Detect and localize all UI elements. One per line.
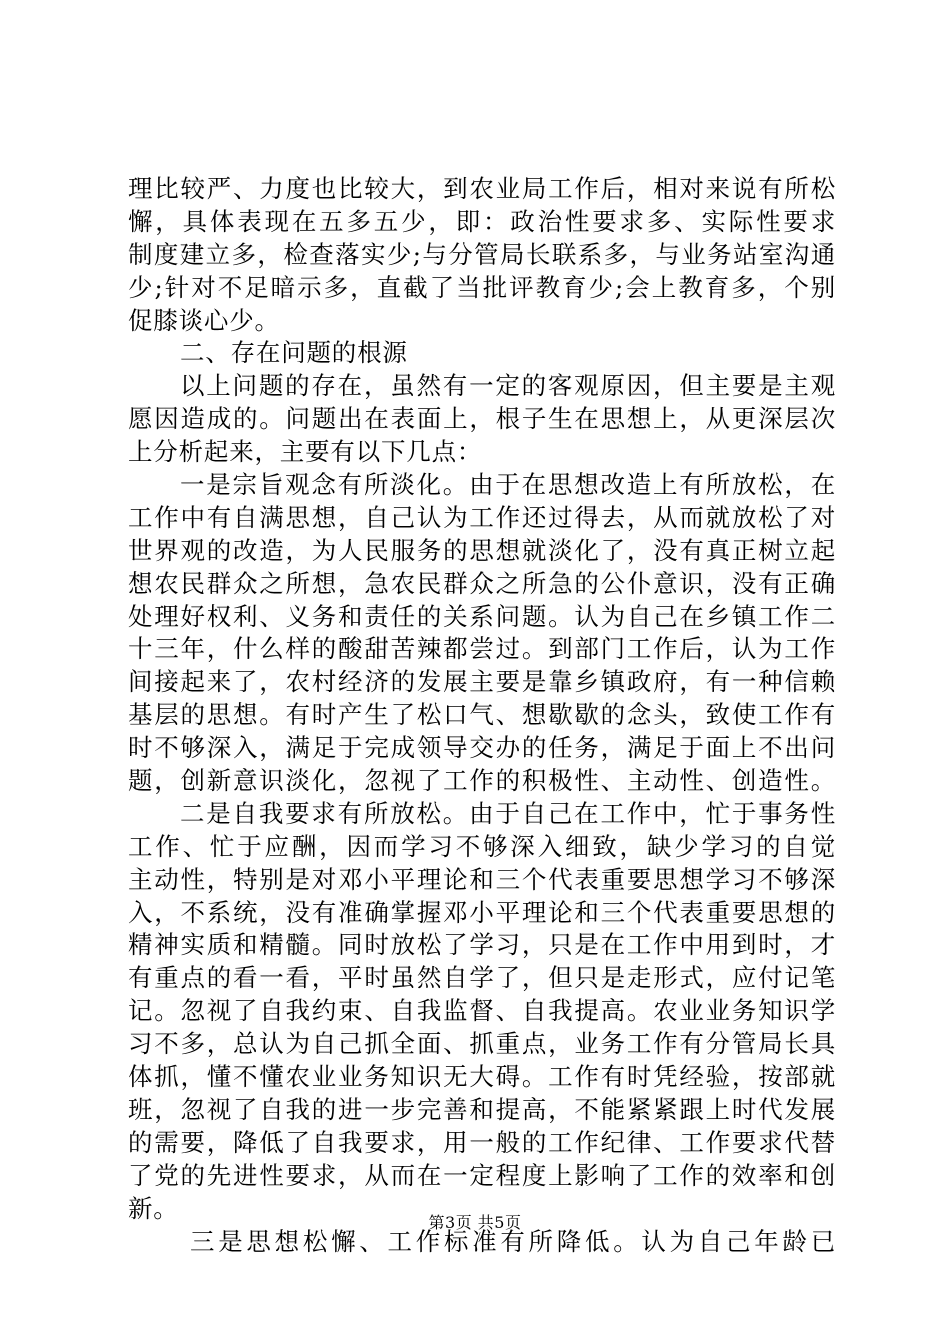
body-text-line: 想农民群众之所想，急农民群众之所急的公仆意识，没有正确 [128, 568, 836, 598]
page-number-footer: 第3页 共5页 [428, 1213, 522, 1232]
body-text-line: 间接起来了，农村经济的发展主要是靠乡镇政府，有一种信赖 [128, 667, 836, 697]
body-text-line: 上分析起来，主要有以下几点： [128, 437, 483, 467]
body-text-line: 促膝谈心少。 [128, 305, 280, 335]
body-text-line: 记。忽视了自我约束、自我监督、自我提高。农业业务知识学 [128, 996, 836, 1026]
body-text-line: 理比较严、力度也比较大，到农业局工作后，相对来说有所松 [128, 174, 836, 203]
body-text-line: 少;针对不足暗示多，直截了当批评教育少;会上教育多，个别 [128, 272, 836, 302]
body-text-line: 工作中有自满思想，自己认为工作还过得去，从而就放松了对 [128, 502, 836, 532]
body-text-line: 制度建立多，检查落实少;与分管局长联系多，与业务站室沟通 [128, 239, 836, 269]
body-text-line: 新。 [128, 1193, 179, 1223]
body-text-line: 一是宗旨观念有所淡化。由于在思想改造上有所放松，在 [180, 470, 836, 500]
body-text-line: 精神实质和精髓。同时放松了学习，只是在工作中用到时，才 [128, 930, 836, 960]
body-text-line: 体抓，懂不懂农业业务知识无大碍。工作有时凭经验，按部就 [128, 1062, 836, 1092]
body-text-line: 时不够深入，满足于完成领导交办的任务，满足于面上不出问 [128, 733, 836, 763]
body-text-line: 了党的先进性要求，从而在一定程度上影响了工作的效率和创 [128, 1160, 836, 1190]
body-text-line: 班，忽视了自我的进一步完善和提高，不能紧紧跟上时代发展 [128, 1094, 836, 1124]
body-text-line: 十三年，什么样的酸甜苦辣都尝过。到部门工作后，认为工作 [128, 634, 836, 664]
body-text-line: 入，不系统，没有准确掌握邓小平理论和三个代表重要思想的 [128, 897, 836, 927]
body-text-line: 的需要，降低了自我要求，用一般的工作纪律、工作要求代替 [128, 1127, 836, 1157]
document-body-text [128, 173, 836, 1258]
body-text-line: 有重点的看一看，平时虽然自学了，但只是走形式，应付记笔 [128, 963, 836, 993]
body-text-line: 主动性，特别是对邓小平理论和三个代表重要思想学习不够深 [128, 864, 836, 894]
body-text-line: 工作、忙于应酬，因而学习不够深入细致，缺少学习的自觉 [128, 831, 836, 861]
body-text-line: 题，创新意识淡化，忽视了工作的积极性、主动性、创造性。 [128, 766, 836, 796]
body-text-line: 二是自我要求有所放松。由于自己在工作中，忙于事务性 [180, 798, 836, 828]
body-text-line: 三是思想松懈、工作标准有所降低。认为自己年龄已 [190, 1226, 836, 1256]
body-text-line: 世界观的改造，为人民服务的思想就淡化了，没有真正树立起 [128, 535, 836, 565]
body-text-line: 基层的思想。有时产生了松口气、想歇歇的念头，致使工作有 [128, 700, 836, 730]
body-text-line: 处理好权利、义务和责任的关系问题。认为自己在乡镇工作二 [128, 601, 836, 631]
body-text-line: 二、存在问题的根源 [180, 338, 408, 368]
body-text-line: 以上问题的存在，虽然有一定的客观原因，但主要是主观 [180, 371, 836, 401]
body-text-line: 懈，具体表现在五多五少，即：政治性要求多、实际性要求 [128, 206, 836, 236]
body-text-line: 习不多，总认为自己抓全面、抓重点，业务工作有分管局长具 [128, 1029, 836, 1059]
body-text-line: 愿因造成的。问题出在表面上，根子生在思想上，从更深层次 [128, 404, 836, 434]
